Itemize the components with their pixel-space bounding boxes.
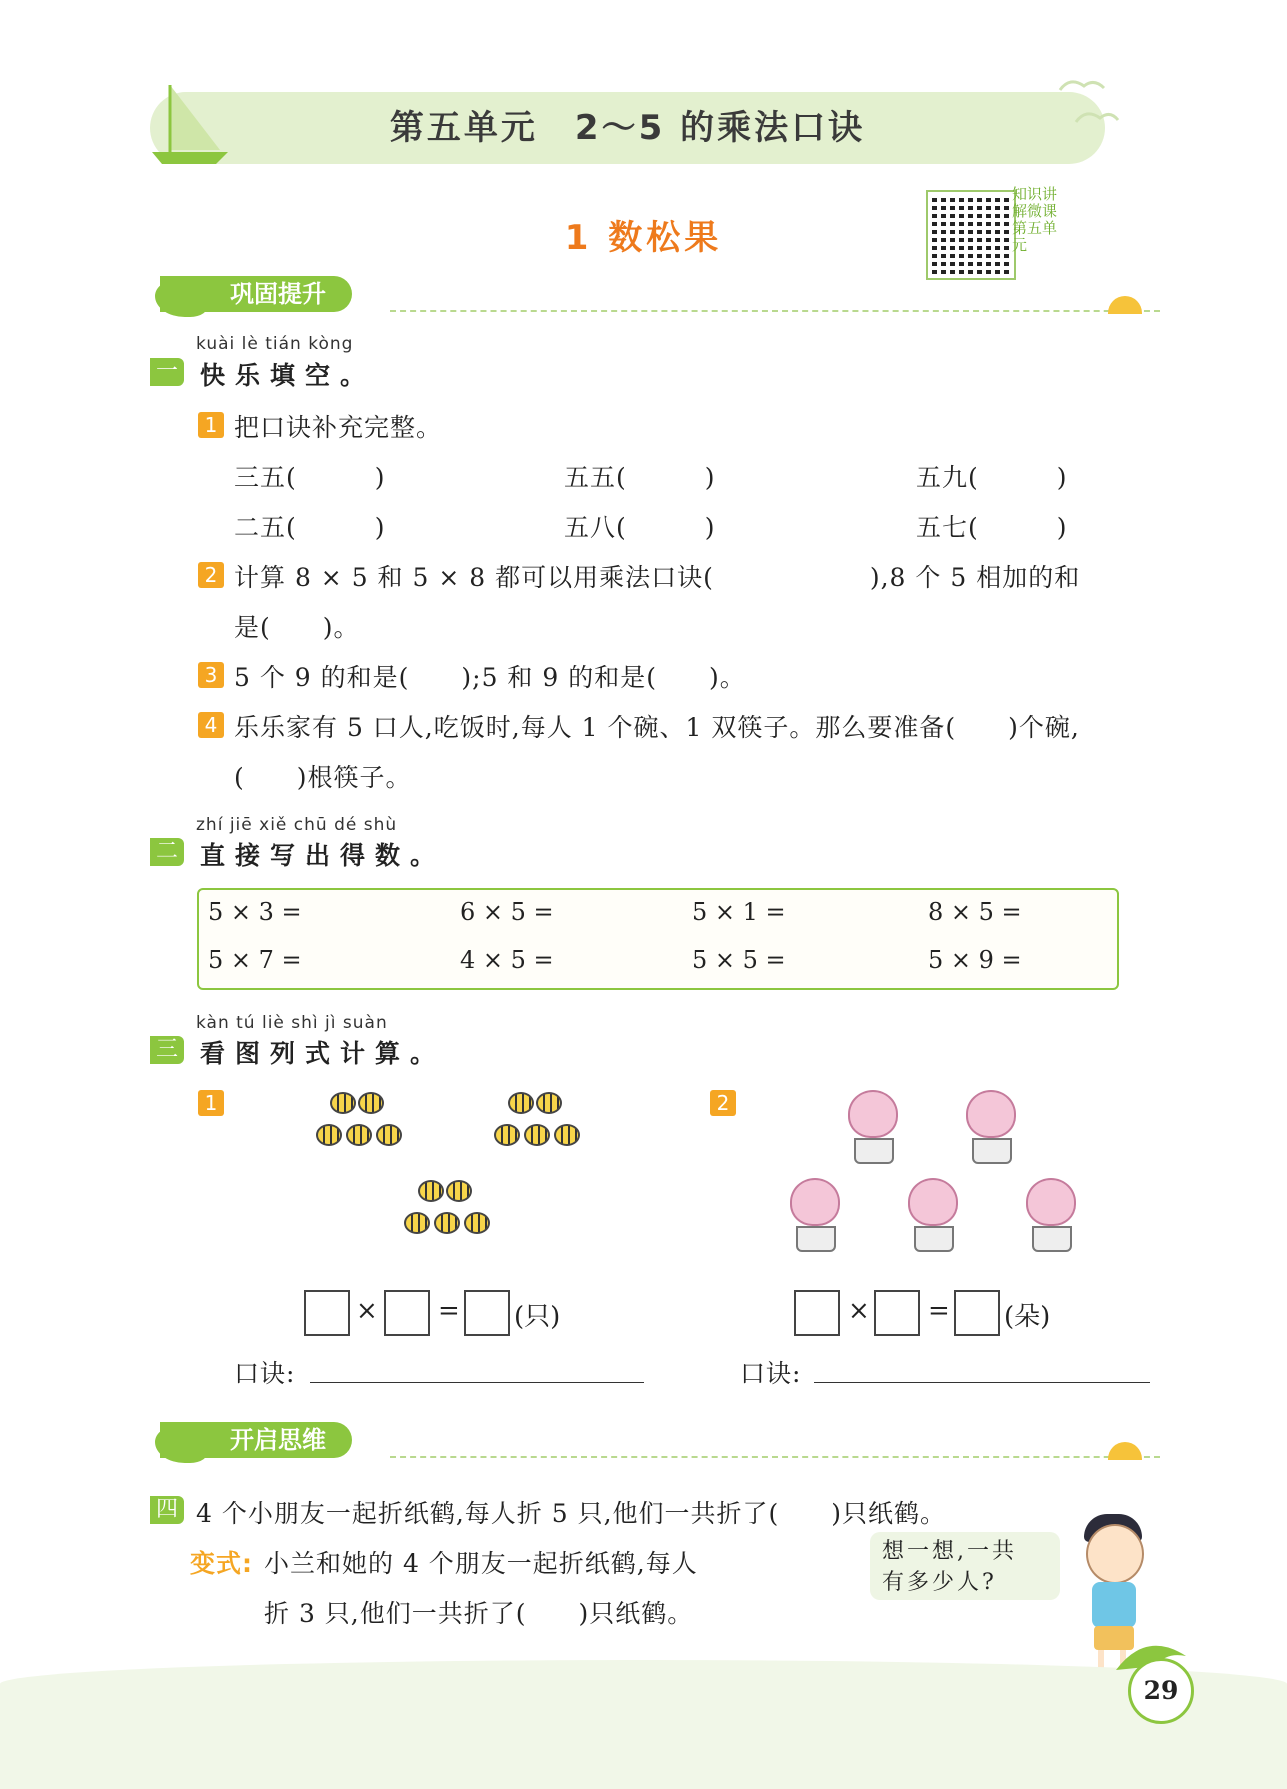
flower-pot-icon [914,1226,954,1252]
unit-title: 第五单元 2～5 的乘法口诀 [389,108,866,148]
section-divider [390,310,1160,312]
bee-icon [418,1180,444,1202]
flower-icon [790,1178,840,1226]
answer-box[interactable] [464,1290,510,1336]
thought-bubble [870,1532,1060,1600]
equals-sign: = [928,1296,950,1326]
flower-icon [1026,1178,1076,1226]
variant-label: 变式: [190,1549,253,1578]
qr-caption: 知识讲解微课第五单元 [1012,185,1058,254]
rhyme-answer-line[interactable] [814,1382,1150,1383]
q1-item[interactable]: 三五( ) [234,463,386,492]
sun-icon [1108,1442,1142,1460]
bubble-line: 有多少人? [882,1570,997,1595]
flower-pot-icon [1032,1226,1072,1252]
variant-line[interactable]: 小兰和她的 4 个朋友一起折纸鹤,每人 [264,1549,698,1578]
part2-badge: 二 [150,838,184,866]
bee-icon [330,1092,356,1114]
flower-pot-icon [796,1226,836,1252]
answer-box[interactable] [954,1290,1000,1336]
flower-icon [848,1090,898,1138]
part4-badge: 四 [150,1496,184,1524]
calc-item[interactable]: 4 × 5 = [460,946,554,974]
calc-item[interactable]: 5 × 9 = [928,946,1022,974]
bee-icon [508,1092,534,1114]
part3-badge: 三 [150,1036,184,1064]
variant-line[interactable]: 折 3 只,他们一共折了( )只纸鹤。 [264,1599,694,1628]
bee-icon [554,1124,580,1146]
page-number: 29 [1128,1658,1194,1724]
equals-sign: = [438,1296,460,1326]
flower-pot-icon [972,1138,1012,1164]
flower-icon [908,1178,958,1226]
calc-item[interactable]: 5 × 3 = [208,898,302,926]
bubble-line: 想一想,一共 [882,1539,1017,1564]
q1-number: 1 [198,412,224,438]
bee-icon [404,1212,430,1234]
rhyme-label: 口诀: [234,1359,296,1388]
part2-heading: 直接写出得数。 [200,841,446,870]
times-sign: × [356,1296,378,1326]
qr-code[interactable] [926,190,1016,280]
bee-icon [376,1124,402,1146]
part3-pinyin: kàn tú liè shì jì suàn [196,1013,388,1033]
flower-pot-icon [854,1138,894,1164]
calc-item[interactable]: 5 × 7 = [208,946,302,974]
part3-heading: 看图列式计算。 [200,1039,446,1068]
flower-icon [966,1090,1016,1138]
section-open-mind: 开启思维 [160,1422,352,1458]
q1-item[interactable]: 五八( ) [564,513,716,542]
rhyme-answer-line[interactable] [310,1382,644,1383]
rhyme-label: 口诀: [740,1359,802,1388]
bee-icon [536,1092,562,1114]
answer-box[interactable] [304,1290,350,1336]
cloud-icon [1050,70,1120,140]
answer-box[interactable] [794,1290,840,1336]
sun-icon [1108,296,1142,314]
q1-item[interactable]: 五五( ) [564,463,716,492]
p2-number: 2 [710,1090,736,1116]
q3-number: 3 [198,662,224,688]
bee-icon [524,1124,550,1146]
calc-item[interactable]: 5 × 5 = [692,946,786,974]
bee-icon [358,1092,384,1114]
part1-pinyin: kuài lè tián kòng [196,334,354,354]
q2-line[interactable]: 是( )。 [234,613,360,642]
part1-heading: 快乐填空。 [200,361,376,390]
bee-icon [464,1212,490,1234]
q1-item[interactable]: 五七( ) [916,513,1068,542]
part2-pinyin: zhí jiē xiě chū dé shù [196,815,398,835]
part4-line[interactable]: 4 个小朋友一起折纸鹤,每人折 5 只,他们一共折了( )只纸鹤。 [196,1499,947,1528]
bee-icon [494,1124,520,1146]
answer-box[interactable] [874,1290,920,1336]
unit-label: (只) [514,1302,561,1332]
section-consolidate: 巩固提升 [160,276,352,312]
part1-badge: 一 [150,358,184,386]
q1-prompt: 把口诀补充完整。 [234,413,443,442]
bee-icon [446,1180,472,1202]
q4-number: 4 [198,712,224,738]
q2-number: 2 [198,562,224,588]
section-divider [390,1456,1160,1458]
calc-item[interactable]: 8 × 5 = [928,898,1022,926]
lesson-title: 1 数松果 [564,218,723,258]
times-sign: × [848,1296,870,1326]
bee-icon [434,1212,460,1234]
bee-icon [316,1124,342,1146]
p1-number: 1 [198,1090,224,1116]
calc-item[interactable]: 5 × 1 = [692,898,786,926]
q3-line[interactable]: 5 个 9 的和是( );5 和 9 的和是( )。 [234,663,746,692]
page-footer [0,1660,1287,1789]
q2-line[interactable]: 计算 8 × 5 和 5 × 8 都可以用乘法口诀( ),8 个 5 相加的和 [234,563,1081,592]
bee-icon [346,1124,372,1146]
answer-box[interactable] [384,1290,430,1336]
q1-item[interactable]: 二五( ) [234,513,386,542]
calc-item[interactable]: 6 × 5 = [460,898,554,926]
q4-line[interactable]: ( )根筷子。 [234,763,412,792]
q1-item[interactable]: 五九( ) [916,463,1068,492]
unit-label: (朵) [1004,1302,1051,1332]
q4-line[interactable]: 乐乐家有 5 口人,吃饭时,每人 1 个碗、1 双筷子。那么要准备( )个碗, [234,713,1080,742]
